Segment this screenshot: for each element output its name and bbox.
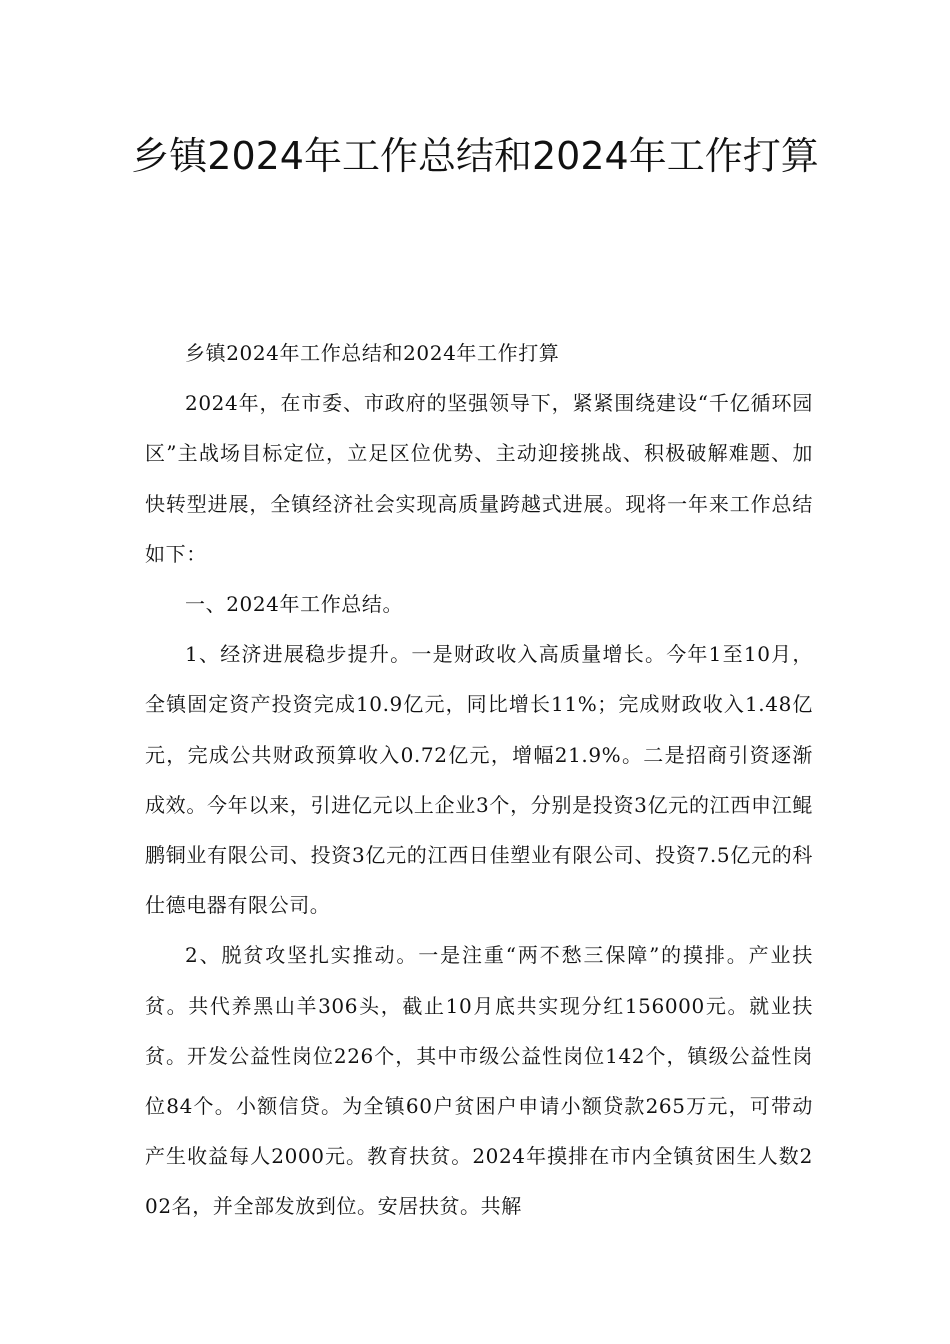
document-title: 乡镇2024年工作总结和2024年工作打算 [131, 134, 819, 178]
section-heading: 一、2024年工作总结。 [185, 592, 404, 617]
paragraph-poverty: 2、脱贫攻坚扎实推动。一是注重“两不愁三保障”的摸排。产业扶贫。共代养黑山羊306头，截止10月底共实现分红156000元。就业扶贫。开发公益性岗位226个，其中市级公益性岗位142个，镇级公益性岗位84个。小额信贷。为全镇60户贫困户申请小额贷款265万元，可带动产生收益每人2000元。教育扶贫。2024年摸排在市内全镇贫困生人数202名，并全部发放到位。安居扶贫。共解 [145, 943, 813, 1219]
document-body [145, 328, 813, 1232]
paragraph-intro: 2024年，在市委、市政府的坚强领导下，紧紧围绕建设“千亿循环园区”主战场目标定位，立足区位优势、主动迎接挑战、积极破解难题、加快转型进展，全镇经济社会实现高质量跨越式进展。现将一年来工作总结如下： [145, 391, 813, 566]
paragraph-subtitle: 乡镇2024年工作总结和2024年工作打算 [185, 341, 560, 365]
paragraph-economy: 1、经济进展稳步提升。一是财政收入高质量增长。今年1至10月，全镇固定资产投资完成10.9亿元，同比增长11%；完成财政收入1.48亿元，完成公共财政预算收入0.72亿元，增幅21.9%。二是招商引资逐渐成效。今年以来，引进亿元以上企业3个，分别是投资3亿元的江西申江鲲鹏铜业有限公司、投资3亿元的江西日佳塑业有限公司、投资7.5亿元的科仕德电器有限公司。 [145, 642, 813, 918]
